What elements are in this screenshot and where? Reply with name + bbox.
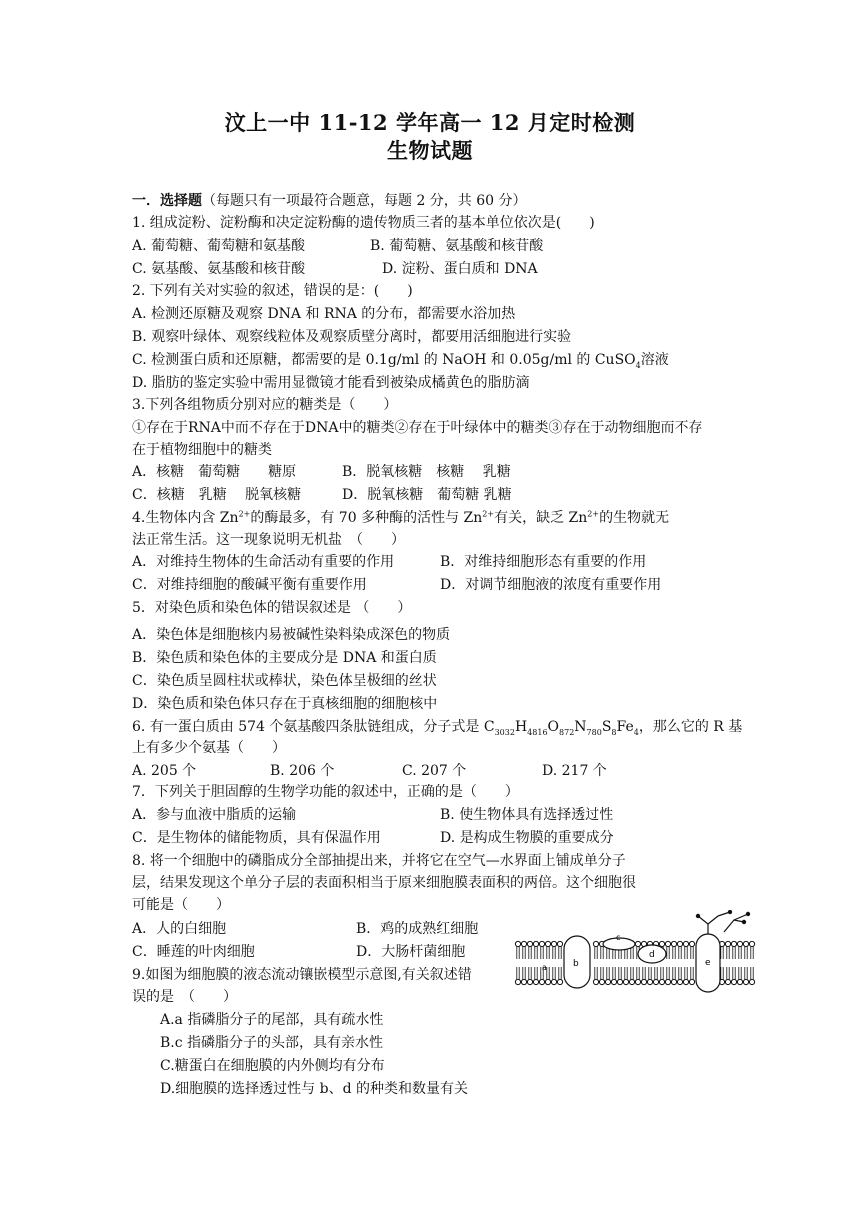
q2-option-c (132, 351, 669, 369)
q8-option-c: C．睡莲的叶肉细胞 (132, 944, 255, 960)
q4-sup-1: 2+ (238, 509, 251, 519)
phospholipid-head (659, 941, 664, 946)
q5-option-b: B．染色质和染色体的主要成分是 DNA 和蛋白质 (132, 650, 437, 666)
cell-membrane-diagram (512, 910, 762, 996)
q4-stem-line2: 法正常生活。这一现象说明无机盐 （ ） (132, 532, 405, 548)
exam-title: 汶上一中 11-12 学年高一 12 月定时检测 (224, 110, 636, 135)
q6-tail: ，那么它的 R 基 (638, 719, 743, 735)
q9-option-b: B.c 指磷脂分子的头部，具有亲水性 (160, 1035, 384, 1051)
q8-stem-line3: 可能是（ ） (132, 897, 230, 913)
q2-option-a: A. 检测还原糖及观察 DNA 和 RNA 的分布，都需要水浴加热 (132, 306, 516, 322)
phospholipid-head (515, 941, 520, 946)
q3-option-c: C．核糖 乳糖 脱氧核糖 (132, 487, 302, 503)
question-7: 7．下列关于胆固醇的生物学功能的叙述中，正确的是（ ） (132, 784, 519, 800)
phospholipid-head (653, 979, 658, 984)
q2-option-b: B. 观察叶绿体、观察线粒体及观察质壁分离时，都要用活细胞进行实验 (132, 329, 572, 345)
section-heading: 一．选择题 (132, 193, 202, 209)
phospholipid-head (683, 941, 688, 946)
q7-option-c: C．是生物体的储能物质，具有保温作用 (132, 830, 381, 846)
phospholipid-head (659, 979, 664, 984)
figure-label-c: c (616, 933, 621, 942)
q5-option-c: C．染色质呈圆柱状或棒状，染色体呈极细的丝状 (132, 673, 437, 689)
phospholipid-head (533, 979, 538, 984)
question-5: 5．对染色质和染色体的错误叙述是 （ ） (132, 600, 412, 616)
section-note: （每题只有一项最符合题意，每题 2 分，共 60 分） (202, 193, 527, 209)
phospholipid-head (515, 979, 520, 984)
q3-option-a: A．核糖 葡萄糖 糖原 (132, 464, 297, 480)
phospholipid-head (743, 941, 748, 946)
q3-stem-line2: 在于植物细胞中的糖类 (132, 442, 272, 458)
phospholipid-head (647, 979, 652, 984)
q4-sup-3: 2+ (587, 509, 600, 519)
q6-option-c: C. 207 个 (402, 763, 467, 779)
q9-option-c: C.糖蛋白在细胞膜的内外侧均有分布 (160, 1058, 385, 1074)
phospholipid-head (599, 979, 604, 984)
question-2: 2. 下列有关对实验的叙述，错误的是：( ) (132, 283, 413, 299)
q6-sub-s: 8 (611, 727, 617, 737)
phospholipid-head (617, 979, 622, 984)
q1-option-b: B. 葡萄糖、氨基酸和核苷酸 (370, 238, 544, 254)
phospholipid-head (533, 941, 538, 946)
q6-text: 6. 有一蛋白质由 574 个氨基酸四条肽链组成，分子式是 C (132, 719, 495, 735)
phospholipid-head (557, 979, 562, 984)
phospholipid-head (671, 941, 676, 946)
phospholipid-head (731, 941, 736, 946)
phospholipid-head (593, 941, 598, 946)
phospholipid-head (623, 979, 628, 984)
q6-sub-fe: 4 (633, 727, 639, 737)
q4-text-4: 的生物就无 (599, 510, 670, 526)
q6-s: S (601, 719, 612, 735)
q2c-subscript: 4 (635, 360, 641, 370)
q8-option-d: D．大肠杆菌细胞 (356, 944, 466, 960)
question-6 (132, 718, 742, 736)
q9-option-a: A.a 指磷脂分子的尾部，具有疏水性 (160, 1012, 384, 1028)
q6-n: N (574, 719, 587, 735)
q4-text-2: 的酶最多，有 70 多种酶的活性与 Zn (250, 510, 483, 526)
q4-text-3: 有关，缺乏 Zn (494, 510, 588, 526)
q7-option-a: A．参与血液中脂质的运输 (132, 807, 297, 823)
q2c-tail: 溶液 (640, 352, 669, 368)
phospholipid-head (605, 979, 610, 984)
q2c-text: C. 检测蛋白质和还原糖，都需要的是 0.1g/ml 的 NaOH 和 0.05g/ml 的 CuSO (132, 352, 636, 368)
q1-option-d: D. 淀粉、蛋白质和 DNA (382, 261, 538, 277)
phospholipid-head (683, 979, 688, 984)
phospholipid-head (731, 979, 736, 984)
phospholipid-head (737, 979, 742, 984)
phospholipid-head (677, 941, 682, 946)
q9-option-d: D.细胞膜的选择透过性与 b、d 的种类和数量有关 (160, 1081, 468, 1097)
q6-o: O (547, 719, 560, 735)
figure-label-e: e (705, 958, 711, 968)
figure-label-a: a (542, 963, 547, 972)
phospholipid-head (551, 941, 556, 946)
phospholipid-head (689, 941, 694, 946)
q6-option-b: B. 206 个 (270, 763, 335, 779)
question-1: 1. 组成淀粉、淀粉酶和决定淀粉酶的遗传物质三者的基本单位依次是( ) (132, 215, 595, 231)
q4-option-a: A．对维持生物体的生命活动有重要的作用 (132, 554, 395, 570)
q9-stem-line2: 误的是 （ ） (132, 989, 237, 1005)
phospholipid-head (725, 941, 730, 946)
phospholipid-head (551, 979, 556, 984)
q6-option-a: A. 205 个 (132, 763, 197, 779)
phospholipid-head (539, 979, 544, 984)
phospholipid-head (545, 941, 550, 946)
phospholipid-head (527, 941, 532, 946)
phospholipid-head (749, 979, 754, 984)
q6-stem-line2: 上有多少个氨基（ ） (132, 740, 286, 756)
q6-sub-n: 780 (586, 727, 602, 737)
phospholipid-head (629, 979, 634, 984)
q1-option-c: C. 氨基酸、氨基酸和核苷酸 (132, 261, 306, 277)
phospholipid-head (689, 979, 694, 984)
q6-sub-h: 4816 (527, 727, 548, 737)
phospholipid-head (611, 979, 616, 984)
q7-option-d: D. 是构成生物膜的重要成分 (440, 830, 614, 846)
q5-option-a: A．染色体是细胞核内易被碱性染料染成深色的物质 (132, 627, 451, 643)
phospholipid-head (641, 979, 646, 984)
phospholipid-head (521, 979, 526, 984)
q3-option-b: B．脱氧核糖 核糖 乳糖 (342, 464, 511, 480)
exam-subtitle: 生物试题 (387, 138, 473, 163)
q2-option-d: D. 脂肪的鉴定实验中需用显微镜才能看到被染成橘黄色的脂肪滴 (132, 375, 530, 391)
phospholipid-head (527, 979, 532, 984)
q6-sub-c: 3032 (494, 727, 515, 737)
phospholipid-head (635, 979, 640, 984)
phospholipid-head (677, 979, 682, 984)
q7-option-b: B. 使生物体具有选择透过性 (440, 807, 614, 823)
q4-option-d: D．对调节细胞液的浓度有重要作用 (440, 577, 662, 593)
phospholipid-head (665, 979, 670, 984)
glycoprotein-chains (698, 912, 748, 934)
section-header (132, 192, 527, 210)
figure-label-b: b (573, 959, 579, 969)
question-4 (132, 509, 669, 527)
question-8: 8. 将一个细胞中的磷脂成分全部抽提出来，并将它在空气—水界面上铺成单分子 (132, 853, 626, 869)
q1-option-a: A. 葡萄糖、葡萄糖和氨基酸 (132, 238, 306, 254)
q4-text-1: 4.生物体内含 Zn (132, 510, 239, 526)
phospholipid-head (635, 941, 640, 946)
phospholipid-head (557, 941, 562, 946)
q5-option-d: D．染色质和染色体只存在于真核细胞的细胞核中 (132, 696, 438, 712)
q6-h: H (514, 719, 528, 735)
q3-option-d: D．脱氧核糖 葡萄糖 乳糖 (342, 487, 512, 503)
phospholipid-head (725, 979, 730, 984)
q3-stem-line1: ①存在于RNA中而不存在于DNA中的糖类②存在于叶绿体中的糖类③存在于动物细胞而不存 (132, 420, 703, 436)
phospholipid-head (737, 941, 742, 946)
figure-label-d: d (649, 950, 655, 960)
q4-sup-2: 2+ (482, 509, 495, 519)
question-3: 3.下列各组物质分别对应的糖类是（ ） (132, 397, 398, 413)
phospholipid-head (545, 979, 550, 984)
question-9: 9.如图为细胞膜的液态流动镶嵌模型示意图,有关叙述错 (132, 967, 472, 983)
q4-option-c: C．对维持细胞的酸碱平衡有重要作用 (132, 577, 367, 593)
q6-option-d: D. 217 个 (542, 763, 607, 779)
phospholipid-head (749, 941, 754, 946)
q8-option-b: B．鸡的成熟红细胞 (356, 921, 479, 937)
q6-fe: Fe (616, 719, 634, 735)
phospholipid-head (539, 941, 544, 946)
q8-option-a: A．人的白细胞 (132, 921, 227, 937)
phospholipid-head (521, 941, 526, 946)
phospholipid-head (665, 941, 670, 946)
q8-stem-line2: 层，结果发现这个单分子层的表面积相当于原来细胞膜表面积的两倍。这个细胞很 (132, 875, 636, 891)
phospholipid-head (593, 979, 598, 984)
q4-option-b: B．对维持细胞形态有重要的作用 (440, 554, 647, 570)
phospholipid-head (743, 979, 748, 984)
phospholipid-head (671, 979, 676, 984)
q6-sub-o: 872 (559, 727, 575, 737)
